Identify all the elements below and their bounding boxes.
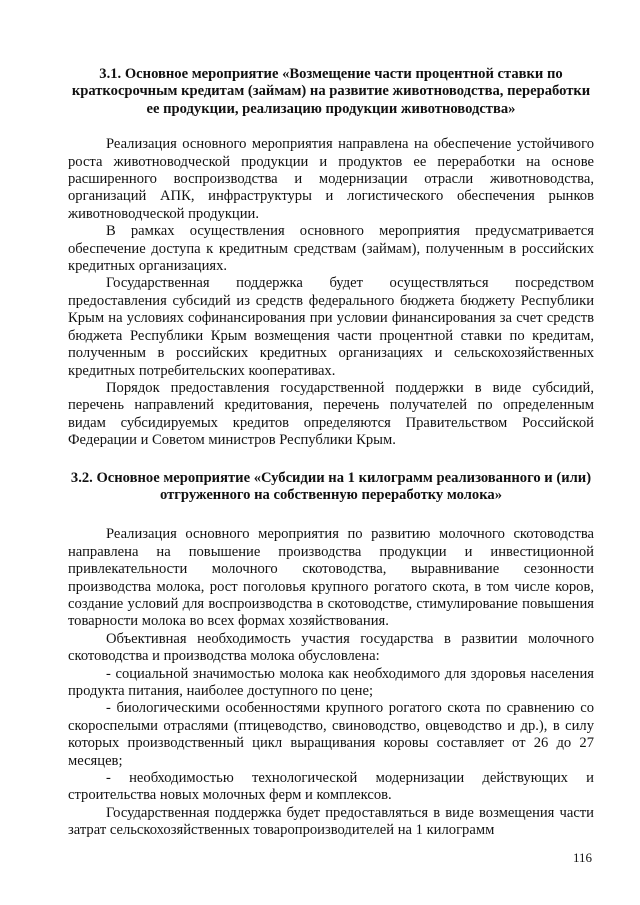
paragraph: Реализация основного мероприятия направлена на обеспечение устойчивого роста животноводческой продукции и продуктов ее переработки на основе расширенного воспроизводства и модернизации отрасли животноводства, организаций АПК, инфраструктуры и логистического обеспечения рынков животноводческой продукции.	[68, 136, 594, 222]
paragraph: Реализация основного мероприятия по развитию молочного скотоводства направлена на повышение производства продукции и инвестиционной привлекательности молочного скотоводства, выравнивание сезонности производства молока, рост поголовья крупного рогатого скота, в том числе коров, создание условий для воспроизводства в скотоводстве, стимулирование повышения товарности молока во всех формах хозяйствования.	[68, 526, 594, 630]
paragraph: Объективная необходимость участия государства в развитии молочного скотоводства и производства молока обусловлена:	[68, 630, 594, 665]
list-item: - биологическими особенностями крупного рогатого скота по сравнению со скороспелыми отраслями (птицеводство, свиноводство, овцеводство и др.), в силу которых производственный цикл выращивания коровы составляет от 26 до 27 месяцев;	[68, 700, 594, 769]
paragraph: Государственная поддержка будет предоставляться в виде возмещения части затрат сельскохозяйственных товаропроизводителей на 1 килограмм	[68, 804, 594, 839]
paragraph: Порядок предоставления государственной поддержки в виде субсидий, перечень направлений кредитования, перечень получателей по определенным видам субсидируемых кредитов определяются Правительством Российской Федерации и Советом министров Республики Крым.	[68, 379, 594, 449]
document-page	[68, 66, 594, 840]
list-item: - социальной значимостью молока как необходимого для здоровья населения продукта питания, наиболее доступного по цене;	[68, 665, 594, 699]
section-heading-3-1: 3.1. Основное мероприятие «Возмещение части процентной ставки по краткосрочным кредитам (займам) на развитие животноводства, переработки ее продукции, реализацию продукции животноводства»	[71, 66, 591, 117]
paragraph: Государственная поддержка будет осуществляться посредством предоставления субсидий из средств федерального бюджета бюджету Республики Крым на условиях софинансирования при условии финансирования за счет средств бюджета Республики Крым возмещения части процентной ставки по кредитам, полученным в российских кредитных организациях и сельскохозяйственных кредитных потребительских кооперативах.	[68, 275, 594, 379]
section-heading-3-2: 3.2. Основное мероприятие «Субсидии на 1 килограмм реализованного и (или) отгруженного на собственную переработку молока»	[70, 469, 592, 503]
paragraph: В рамках осуществления основного мероприятия предусматривается обеспечение доступа к кредитным средствам (займам), полученным в российских кредитных организациях.	[68, 223, 594, 275]
list-item: - необходимостью технологической модернизации действующих и строительства новых молочных ферм и комплексов.	[68, 770, 594, 804]
page-number: 116	[573, 850, 593, 865]
